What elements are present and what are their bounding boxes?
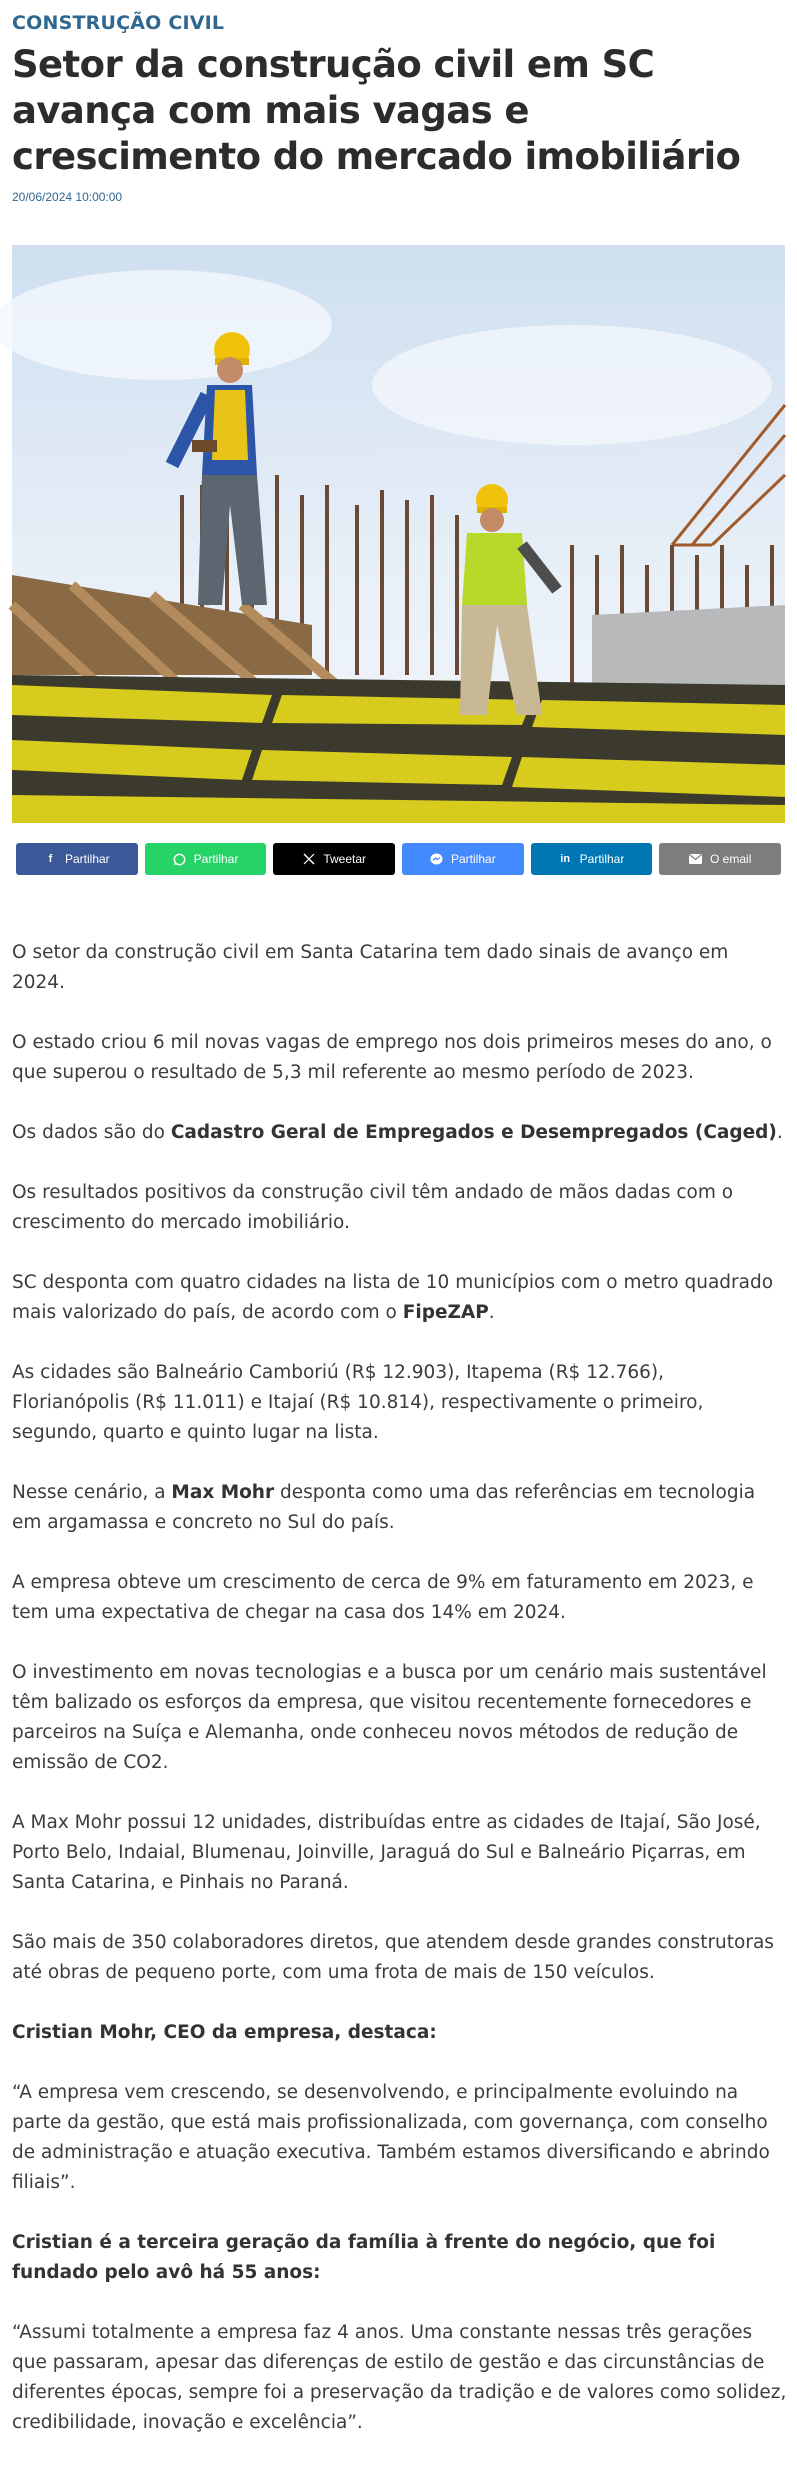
hero-image — [12, 245, 785, 823]
share-label: O email — [710, 852, 752, 866]
article-paragraph: O estado criou 6 mil novas vagas de emprego nos dois primeiros meses do ano, o que superou o resultado de 5,3 mil referente ao mesmo período de 2023. — [12, 1032, 772, 1083]
article-paragraph: O investimento em novas tecnologias e a busca por um cenário mais sustentável têm balizado os esforços da empresa, que visitou recentemente fornecedores e parceiros na Suíça e Alemanha, onde conheceu novos métodos de redução de emissão de CO2. — [12, 1662, 767, 1773]
article-quote: “Assumi totalmente a empresa faz 4 anos. Uma constante nessas três gerações que passaram, apesar das diferenças de estilo de gestão e das circunstâncias de diferentes épocas, sempre foi a preservação da tradição e de valores como solidez, credibilidade, inovação e excelência”. — [12, 2322, 787, 2433]
article-paragraph: O setor da construção civil em Santa Catarina tem dado sinais de avanço em 2024. — [12, 942, 729, 993]
article-paragraph: Os resultados positivos da construção civil têm andado de mãos dadas com o crescimento do mercado imobiliário. — [12, 1182, 734, 1233]
text: Os dados são do — [12, 1122, 171, 1143]
article-subheading: Cristian é a terceira geração da família à frente do negócio, que foi fundado pelo avô há 55 anos: — [12, 2232, 716, 2283]
share-label: Partilhar — [64, 852, 110, 866]
text: desponta como uma das referências em tecnologia em argamassa e concreto no Sul do país. — [12, 1482, 756, 1533]
x-icon — [302, 853, 315, 866]
messenger-icon — [430, 853, 443, 866]
company-name: Max Mohr — [171, 1482, 275, 1503]
caged-reference: Cadastro Geral de Empregados e Desempregados (Caged) — [170, 1122, 777, 1143]
article-paragraph: A Max Mohr possui 12 unidades, distribuídas entre as cidades de Itajaí, São José, Porto Belo, Indaial, Blumenau, Joinville, Jaraguá do Sul e Balneário Piçarras, em Santa Catarina, e Pinhais no Paraná. — [12, 1812, 761, 1893]
share-whatsapp-button[interactable] — [145, 843, 267, 875]
article-body — [12, 938, 787, 2468]
email-icon — [689, 853, 702, 866]
article-paragraph: A empresa obteve um crescimento de cerca de 9% em faturamento em 2023, e tem uma expectativa de chegar na casa dos 14% em 2024. — [12, 1572, 754, 1623]
article-quote: “A empresa vem crescendo, se desenvolvendo, e principalmente evoluindo na parte da gestão, que está mais profissionalizada, com governança, com conselho de administração e atuação executiva. Também estamos diversificando e abrindo filiais”. — [12, 2082, 770, 2193]
article-subheading: Cristian Mohr, CEO da empresa, destaca: — [12, 2022, 437, 2043]
share-email-button[interactable] — [659, 843, 781, 875]
article-paragraph — [12, 1118, 787, 1148]
text: SC desponta com quatro cidades na lista de 10 municípios com o metro quadrado mais valorizado do país, de acordo com o — [12, 1272, 774, 1323]
share-label: Partilhar — [579, 852, 625, 866]
linkedin-icon: in — [560, 853, 571, 865]
share-linkedin-button[interactable] — [531, 843, 653, 875]
article-paragraph: São mais de 350 colaboradores diretos, que atendem desde grandes construtoras até obras de pequeno porte, com uma frota de mais de 150 veículos. — [12, 1932, 774, 1983]
share-x-button[interactable] — [273, 843, 395, 875]
publish-date: 20/06/2024 10:00:00 — [12, 190, 123, 204]
share-label: Partilhar — [451, 852, 496, 866]
share-facebook-button[interactable] — [16, 843, 138, 875]
share-label: Tweetar — [323, 852, 367, 866]
facebook-icon: f — [48, 853, 53, 865]
article-paragraph: As cidades são Balneário Camboriú (R$ 12.903), Itapema (R$ 12.766), Florianópolis (R$ 11.011) e Itajaí (R$ 10.814), respectivamente o primeiro, segundo, quarto e quinto lugar na lista. — [12, 1362, 704, 1443]
share-label: Partilhar — [193, 852, 239, 866]
share-messenger-button[interactable] — [402, 843, 524, 875]
category-label[interactable]: CONSTRUÇÃO CIVIL — [12, 12, 225, 34]
article-paragraph — [12, 1268, 787, 1328]
article-paragraph — [12, 1478, 787, 1538]
text: Nesse cenário, a — [12, 1482, 172, 1503]
share-bar — [16, 843, 781, 875]
fipezap-reference: FipeZAP — [402, 1302, 489, 1323]
text: . — [776, 1122, 783, 1143]
text: . — [488, 1302, 495, 1323]
page-title: Setor da construção civil em SC avança com mais vagas e crescimento do mercado imobiliário — [12, 43, 741, 178]
construction-workers-photo — [12, 245, 785, 823]
whatsapp-icon — [173, 853, 186, 866]
